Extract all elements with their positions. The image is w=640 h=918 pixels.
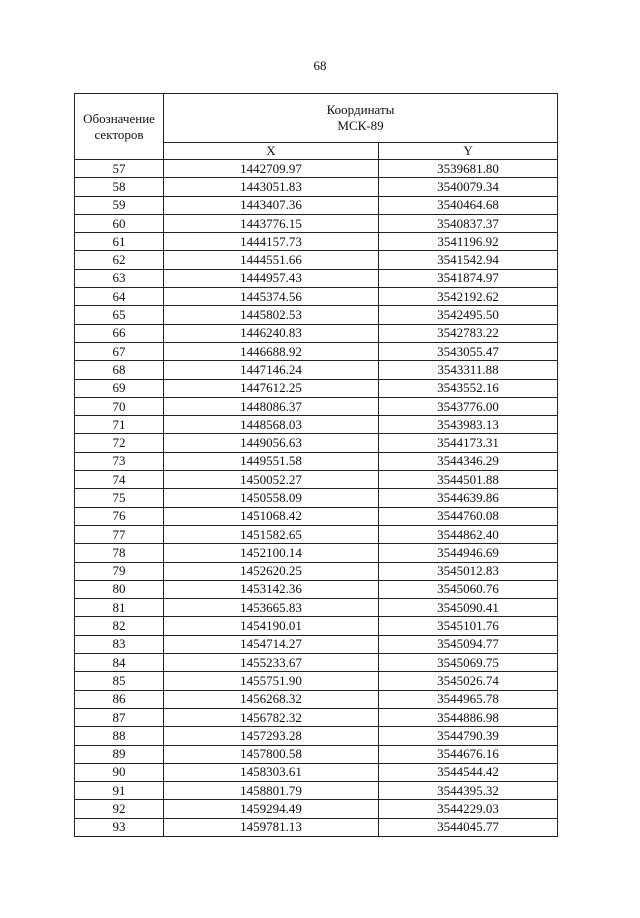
sector-cell: 91 [75,782,164,800]
y-coordinate-cell: 3545060.76 [379,580,558,598]
sector-cell: 60 [75,214,164,232]
x-coordinate-cell: 1458801.79 [164,782,379,800]
table-row [75,214,558,232]
y-coordinate-cell: 3544501.88 [379,471,558,489]
x-coordinate-cell: 1444157.73 [164,233,379,251]
y-coordinate-cell: 3544639.86 [379,489,558,507]
sector-cell: 83 [75,635,164,653]
sector-cell: 87 [75,708,164,726]
y-coordinate-cell: 3544173.31 [379,434,558,452]
y-coordinate-cell: 3544045.77 [379,818,558,836]
sector-cell: 76 [75,507,164,525]
page-number: 68 [313,58,327,73]
y-coordinate-cell: 3542495.50 [379,306,558,324]
table-row [75,416,558,434]
x-coordinate-cell: 1450052.27 [164,471,379,489]
y-coordinate-cell: 3544790.39 [379,727,558,745]
y-coordinate-cell: 3541542.94 [379,251,558,269]
sector-header-line1: Обозначение [83,110,155,126]
x-coordinate-cell: 1446240.83 [164,324,379,342]
sector-cell: 79 [75,562,164,580]
sector-cell: 88 [75,727,164,745]
table-row [75,379,558,397]
sector-cell: 93 [75,818,164,836]
y-column-header: Y [379,143,558,160]
sector-cell: 86 [75,690,164,708]
y-coordinate-cell: 3544862.40 [379,525,558,543]
y-coordinate-cell: 3543552.16 [379,379,558,397]
sector-cell: 58 [75,178,164,196]
x-coordinate-cell: 1459781.13 [164,818,379,836]
sector-cell: 80 [75,580,164,598]
x-coordinate-cell: 1455751.90 [164,672,379,690]
sector-cell: 67 [75,342,164,360]
x-coordinate-cell: 1448086.37 [164,397,379,415]
x-coordinate-cell: 1450558.09 [164,489,379,507]
table-row [75,727,558,745]
x-coordinate-cell: 1445374.56 [164,288,379,306]
y-coordinate-cell: 3544946.69 [379,544,558,562]
x-coordinate-cell: 1446688.92 [164,342,379,360]
table-row [75,580,558,598]
table-row [75,397,558,415]
sector-cell: 63 [75,269,164,287]
y-coordinate-cell: 3545101.76 [379,617,558,635]
y-coordinate-cell: 3544395.32 [379,782,558,800]
sector-cell: 57 [75,160,164,178]
y-coordinate-cell: 3544676.16 [379,745,558,763]
y-coordinate-cell: 3545026.74 [379,672,558,690]
x-coordinate-cell: 1448568.03 [164,416,379,434]
x-coordinate-cell: 1458303.61 [164,763,379,781]
y-coordinate-cell: 3543311.88 [379,361,558,379]
x-coordinate-cell: 1445802.53 [164,306,379,324]
table-row [75,544,558,562]
table-row [75,763,558,781]
sector-cell: 72 [75,434,164,452]
x-coordinate-cell: 1443051.83 [164,178,379,196]
x-coordinate-cell: 1457293.28 [164,727,379,745]
table-row [75,196,558,214]
sector-cell: 66 [75,324,164,342]
y-coordinate-cell: 3544346.29 [379,452,558,470]
sector-cell: 74 [75,471,164,489]
coordinates-group-header [164,94,558,143]
x-coordinate-cell: 1456782.32 [164,708,379,726]
sector-cell: 92 [75,800,164,818]
sector-cell: 82 [75,617,164,635]
sector-cell: 75 [75,489,164,507]
table-row [75,690,558,708]
y-coordinate-cell: 3541196.92 [379,233,558,251]
y-coordinate-cell: 3544886.98 [379,708,558,726]
table-row [75,233,558,251]
table-row [75,306,558,324]
table-row [75,782,558,800]
sector-cell: 89 [75,745,164,763]
x-coordinate-cell: 1449551.58 [164,452,379,470]
x-coordinate-cell: 1454190.01 [164,617,379,635]
table-row [75,507,558,525]
table-row [75,324,558,342]
x-coordinate-cell: 1459294.49 [164,800,379,818]
table-row [75,342,558,360]
y-coordinate-cell: 3543055.47 [379,342,558,360]
table-row [75,708,558,726]
table-row [75,160,558,178]
x-coordinate-cell: 1454714.27 [164,635,379,653]
y-coordinate-cell: 3542783.22 [379,324,558,342]
y-coordinate-cell: 3545069.75 [379,654,558,672]
x-column-header: X [164,143,379,160]
x-coordinate-cell: 1447612.25 [164,379,379,397]
sector-cell: 73 [75,452,164,470]
x-coordinate-cell: 1457800.58 [164,745,379,763]
table-row [75,489,558,507]
sector-cell: 61 [75,233,164,251]
x-coordinate-cell: 1442709.97 [164,160,379,178]
y-coordinate-cell: 3544760.08 [379,507,558,525]
y-coordinate-cell: 3544965.78 [379,690,558,708]
x-coordinate-cell: 1453142.36 [164,580,379,598]
sector-cell: 68 [75,361,164,379]
x-coordinate-cell: 1452100.14 [164,544,379,562]
sector-cell: 70 [75,397,164,415]
x-coordinate-cell: 1447146.24 [164,361,379,379]
coords-header-line1: Координаты [326,102,395,117]
table-row [75,617,558,635]
x-coordinate-cell: 1453665.83 [164,599,379,617]
sector-cell: 59 [75,196,164,214]
sector-cell: 71 [75,416,164,434]
y-coordinate-cell: 3540079.34 [379,178,558,196]
table-row [75,361,558,379]
table-header [75,94,558,160]
sector-cell: 78 [75,544,164,562]
sector-cell: 77 [75,525,164,543]
x-coordinate-cell: 1451068.42 [164,507,379,525]
sector-cell: 65 [75,306,164,324]
y-coordinate-cell: 3545012.83 [379,562,558,580]
table-body [75,160,558,837]
x-coordinate-cell: 1443776.15 [164,214,379,232]
coords-header-line2: МСК-89 [337,118,384,133]
sector-cell: 90 [75,763,164,781]
y-coordinate-cell: 3545090.41 [379,599,558,617]
sector-column-header [75,94,164,160]
table-row [75,599,558,617]
x-coordinate-cell: 1456268.32 [164,690,379,708]
x-coordinate-cell: 1452620.25 [164,562,379,580]
table-row [75,452,558,470]
table-row [75,251,558,269]
table-row [75,288,558,306]
y-coordinate-cell: 3540464.68 [379,196,558,214]
y-coordinate-cell: 3543983.13 [379,416,558,434]
table-row [75,800,558,818]
y-coordinate-cell: 3540837.37 [379,214,558,232]
coordinates-table [74,93,558,837]
y-coordinate-cell: 3541874.97 [379,269,558,287]
x-coordinate-cell: 1444957.43 [164,269,379,287]
y-coordinate-cell: 3542192.62 [379,288,558,306]
table-row [75,818,558,836]
x-coordinate-cell: 1443407.36 [164,196,379,214]
sector-cell: 62 [75,251,164,269]
table-row [75,269,558,287]
y-coordinate-cell: 3539681.80 [379,160,558,178]
table-row [75,654,558,672]
table-row [75,525,558,543]
x-coordinate-cell: 1449056.63 [164,434,379,452]
sector-cell: 81 [75,599,164,617]
table-row [75,672,558,690]
sector-cell: 85 [75,672,164,690]
y-coordinate-cell: 3545094.77 [379,635,558,653]
sector-cell: 84 [75,654,164,672]
table-row [75,471,558,489]
y-coordinate-cell: 3543776.00 [379,397,558,415]
table-row [75,178,558,196]
table-row [75,635,558,653]
sector-header-line2: секторов [94,126,144,142]
y-coordinate-cell: 3544229.03 [379,800,558,818]
table-row [75,562,558,580]
x-coordinate-cell: 1455233.67 [164,654,379,672]
sector-cell: 69 [75,379,164,397]
x-coordinate-cell: 1451582.65 [164,525,379,543]
y-coordinate-cell: 3544544.42 [379,763,558,781]
sector-cell: 64 [75,288,164,306]
table-row [75,745,558,763]
table-row [75,434,558,452]
x-coordinate-cell: 1444551.66 [164,251,379,269]
